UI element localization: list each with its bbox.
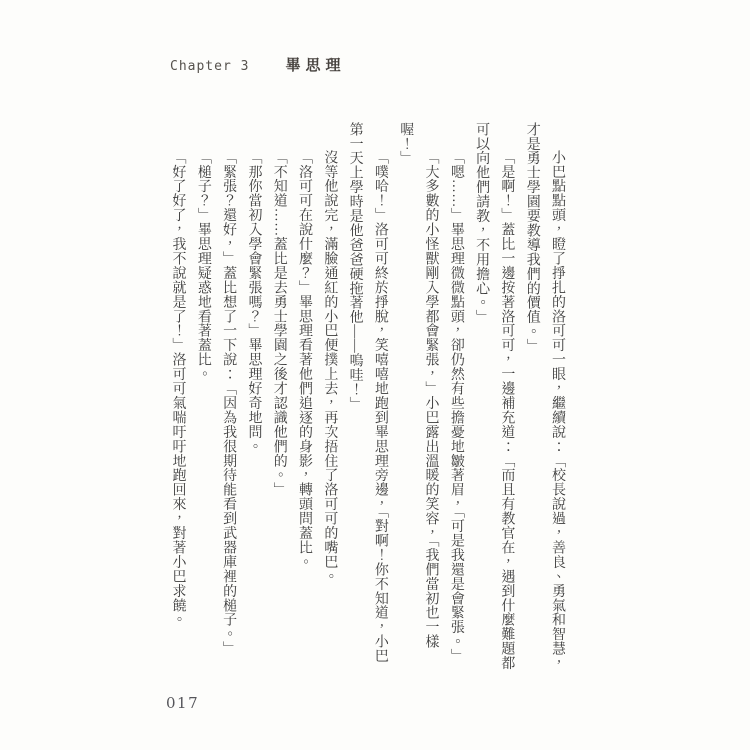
paragraph: 「是啊！」蓋比一邊按著洛可可，一邊補充道：「而且有教官在，遇到什麼難題都可以向他們請教，不用擔心。」 [474,122,515,671]
paragraph: 「好了好了，我不說就是了！」洛可可氣喘吁吁地跑回來，對著小巴求饒。 [170,150,186,627]
paragraph: 「洛可可在說什麼？」畢思理看著他們追逐的身影，轉頭問蓋比。 [297,150,313,570]
paragraph: 「大多數的小怪獸剛入學都會緊張，」小巴露出溫暖的笑容，「我們當初也一樣喔！」 [398,122,439,649]
paragraph: 「嗯……」畢思理微微點頭，卻仍然有些擔憂地皺著眉，「可是我還是會緊張。」 [448,150,464,664]
paragraph: 小巴點點頭，瞪了掙扎的洛可可一眼，繼續說：「校長說過，善良、勇氣和智慧，才是勇士學園要教導我們的價值。」 [524,122,565,671]
chapter-label: Chapter 3 [170,59,250,74]
chapter-title: 畢思理 [285,56,346,74]
page-number: 017 [166,694,200,712]
paragraph: 「槌子？」畢思理疑惑地看著蓋比。 [195,150,211,382]
page-header [170,54,345,75]
paragraph: 「緊張？還好，」蓋比想了一下說：「因為我很期待能看到武器庫裡的槌子。」 [221,150,237,656]
paragraph: 「噗哈！」洛可可終於掙脫，笑嘻嘻地跑到畢思理旁邊，「對啊！你不知道，小巴第一天上學時是他爸爸硬拖著他——嗚哇！」 [347,122,388,664]
paragraph: 「不知道……蓋比是去勇士學園之後才認識他們的。」 [271,150,287,497]
paragraph: 「那你當初入學會緊張嗎？」畢思理好奇地問。 [246,150,262,454]
page-text [165,122,570,674]
paragraph: 沒等他說完，滿臉通紅的小巴便撲上去，再次捂住了洛可可的嘴巴。 [322,150,338,584]
